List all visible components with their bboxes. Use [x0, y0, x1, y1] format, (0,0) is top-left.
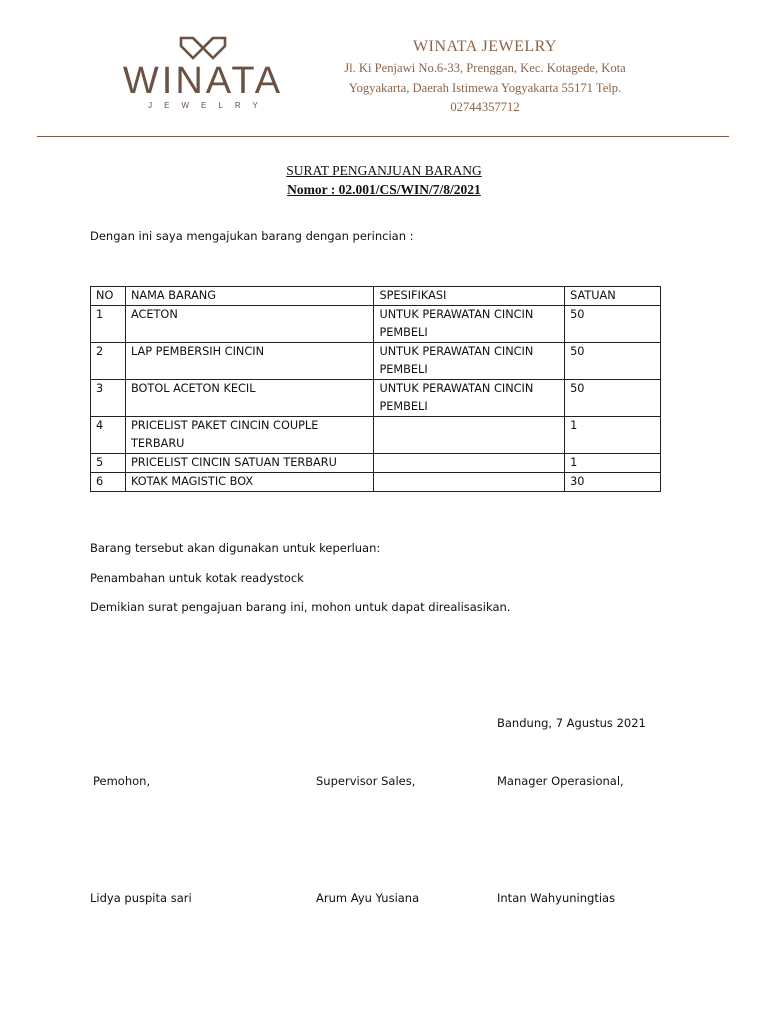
intro-text: Dengan ini saya mengajukan barang dengan perincian : [90, 229, 414, 243]
cell-nama: ACETON [125, 306, 373, 343]
name-pemohon: Lidya puspita sari [90, 891, 192, 905]
cell-spesifikasi [374, 380, 565, 417]
cell-nama: LAP PEMBERSIH CINCIN [125, 343, 373, 380]
nama-line: PRICELIST PAKET CINCIN COUPLE [130, 419, 319, 432]
name-supervisor: Arum Ayu Yusiana [316, 891, 420, 905]
cell-satuan: 1 [565, 454, 661, 473]
cell-nama: BOTOL ACETON KECIL [125, 380, 373, 417]
items-table [90, 286, 661, 492]
logo-subtext: JEWELRY [148, 101, 270, 110]
purpose-text: Penambahan untuk kotak readystock [90, 571, 304, 585]
cell-no: 5 [91, 454, 126, 473]
cell-spesifikasi [374, 343, 565, 380]
table-row [91, 343, 661, 380]
table-row [91, 454, 661, 473]
cell-satuan: 1 [565, 417, 661, 454]
table-row [91, 417, 661, 454]
cell-spesifikasi [374, 306, 565, 343]
spes-line: PEMBELI [379, 363, 428, 376]
table-row [91, 473, 661, 492]
company-logo [118, 32, 288, 114]
role-manager: Manager Operasional, [497, 774, 624, 788]
place-date: Bandung, 7 Agustus 2021 [497, 716, 646, 730]
table-row [91, 380, 661, 417]
nama-line: TERBARU [130, 437, 185, 450]
cell-no: 1 [91, 306, 126, 343]
purpose-intro: Barang tersebut akan digunakan untuk keperluan: [90, 541, 381, 555]
cell-satuan: 50 [565, 380, 661, 417]
header-no: NO [91, 287, 126, 306]
letterhead-info [318, 38, 652, 118]
name-manager: Intan Wahyuningtias [497, 891, 616, 905]
cell-no: 4 [91, 417, 126, 454]
cell-satuan: 50 [565, 343, 661, 380]
cell-satuan: 30 [565, 473, 661, 492]
logo-wordmark: WINATA [122, 60, 284, 102]
header-spesifikasi: SPESIFIKASI [374, 287, 565, 306]
spes-line: PEMBELI [379, 400, 428, 413]
cell-no: 6 [91, 473, 126, 492]
letter-number: Nomor : 02.001/CS/WIN/7/8/2021 [287, 182, 481, 197]
header-divider [37, 136, 729, 137]
address-line-1: Jl. Ki Penjawi No.6-33, Prenggan, Kec. Kotagede, Kota [344, 61, 626, 75]
cell-spesifikasi [374, 454, 565, 473]
header-satuan: SATUAN [565, 287, 661, 306]
cell-nama: KOTAK MAGISTIC BOX [125, 473, 373, 492]
cell-no: 2 [91, 343, 126, 380]
letter-title: SURAT PENGANJUAN BARANG [286, 163, 482, 178]
diamond-logo-icon [175, 32, 231, 62]
cell-spesifikasi [374, 417, 565, 454]
cell-nama: PRICELIST CINCIN SATUAN TERBARU [125, 454, 373, 473]
closing-text: Demikian surat pengajuan barang ini, mohon untuk dapat direalisasikan. [90, 600, 511, 614]
phone-number: 02744357712 [450, 100, 520, 114]
table-row [91, 306, 661, 343]
cell-satuan: 50 [565, 306, 661, 343]
role-pemohon: Pemohon, [93, 774, 151, 788]
company-name: WINATA JEWELRY [413, 38, 557, 55]
header-nama-barang: NAMA BARANG [125, 287, 373, 306]
address-line-2: Yogyakarta, Daerah Istimewa Yogyakarta 55171 Telp. [348, 80, 622, 95]
spes-line: UNTUK PERAWATAN CINCIN [379, 382, 534, 395]
spes-line: PEMBELI [379, 326, 428, 339]
cell-spesifikasi [374, 473, 565, 492]
cell-nama [125, 417, 373, 454]
spes-line: UNTUK PERAWATAN CINCIN [379, 345, 534, 358]
table-header-row [91, 287, 661, 306]
spes-line: UNTUK PERAWATAN CINCIN [379, 308, 534, 321]
role-supervisor: Supervisor Sales, [316, 774, 416, 788]
cell-no: 3 [91, 380, 126, 417]
